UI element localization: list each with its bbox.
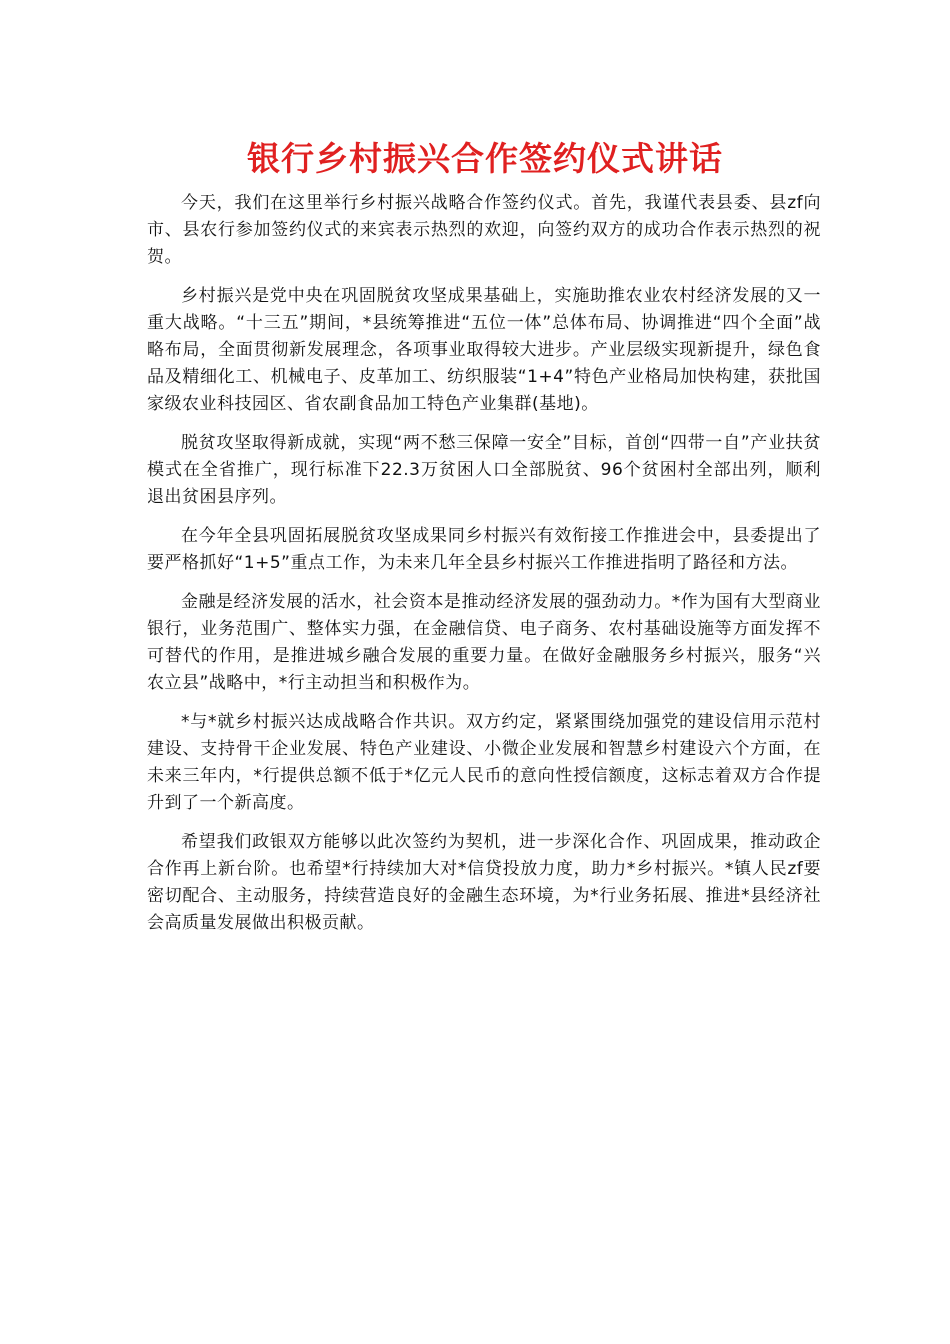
paragraph-5: 金融是经济发展的活水，社会资本是推动经济发展的强劲动力。*作为国有大型商业银行，业务范围广、整体实力强，在金融信贷、电子商务、农村基础设施等方面发挥不可替代的作用，是推进城乡融合发展的重要力量。在做好金融服务乡村振兴，服务“兴农立县”战略中，*行主动担当和积极作为。 [147,592,821,693]
paragraph-4: 在今年全县巩固拓展脱贫攻坚成果同乡村振兴有效衔接工作推进会中，县委提出了要严格抓好“1+5”重点工作，为未来几年全县乡村振兴工作推进指明了路径和方法。 [147,526,821,573]
paragraph-2: 乡村振兴是党中央在巩固脱贫攻坚成果基础上，实施助推农业农村经济发展的又一重大战略。“十三五”期间，*县统筹推进“五位一体”总体布局、协调推进“四个全面”战略布局，全面贯彻新发展理念，各项事业取得较大进步。产业层级实现新提升，绿色食品及精细化工、机械电子、皮革加工、纺织服装“1+4”特色产业格局加快构建，获批国家级农业科技园区、省农副食品加工特色产业集群(基地)。 [147,286,821,414]
paragraph-7: 希望我们政银双方能够以此次签约为契机，进一步深化合作、巩固成果，推动政企合作再上新台阶。也希望*行持续加大对*信贷投放力度，助力*乡村振兴。*镇人民zf要密切配合、主动服务，持续营造良好的金融生态环境，为*行业务拓展、推进*县经济社会高质量发展做出积极贡献。 [147,832,821,933]
document-title: 银行乡村振兴合作签约仪式讲话 [247,139,723,178]
paragraph-1: 今天，我们在这里举行乡村振兴战略合作签约仪式。首先，我谨代表县委、县zf向市、县农行参加签约仪式的来宾表示热烈的欢迎，向签约双方的成功合作表示热烈的祝贺。 [147,193,821,267]
paragraph-3: 脱贫攻坚取得新成就，实现“两不愁三保障一安全”目标，首创“四带一自”产业扶贫模式在全省推广，现行标准下22.3万贫困人口全部脱贫、96个贫困村全部出列，顺利退出贫困县序列。 [147,433,821,507]
paragraph-6: *与*就乡村振兴达成战略合作共识。双方约定，紧紧围绕加强党的建设信用示范村建设、支持骨干企业发展、特色产业建设、小微企业发展和智慧乡村建设六个方面，在未来三年内，*行提供总额不低于*亿元人民币的意向性授信额度，这标志着双方合作提升到了一个新高度。 [147,712,821,813]
document-body [147,190,821,949]
